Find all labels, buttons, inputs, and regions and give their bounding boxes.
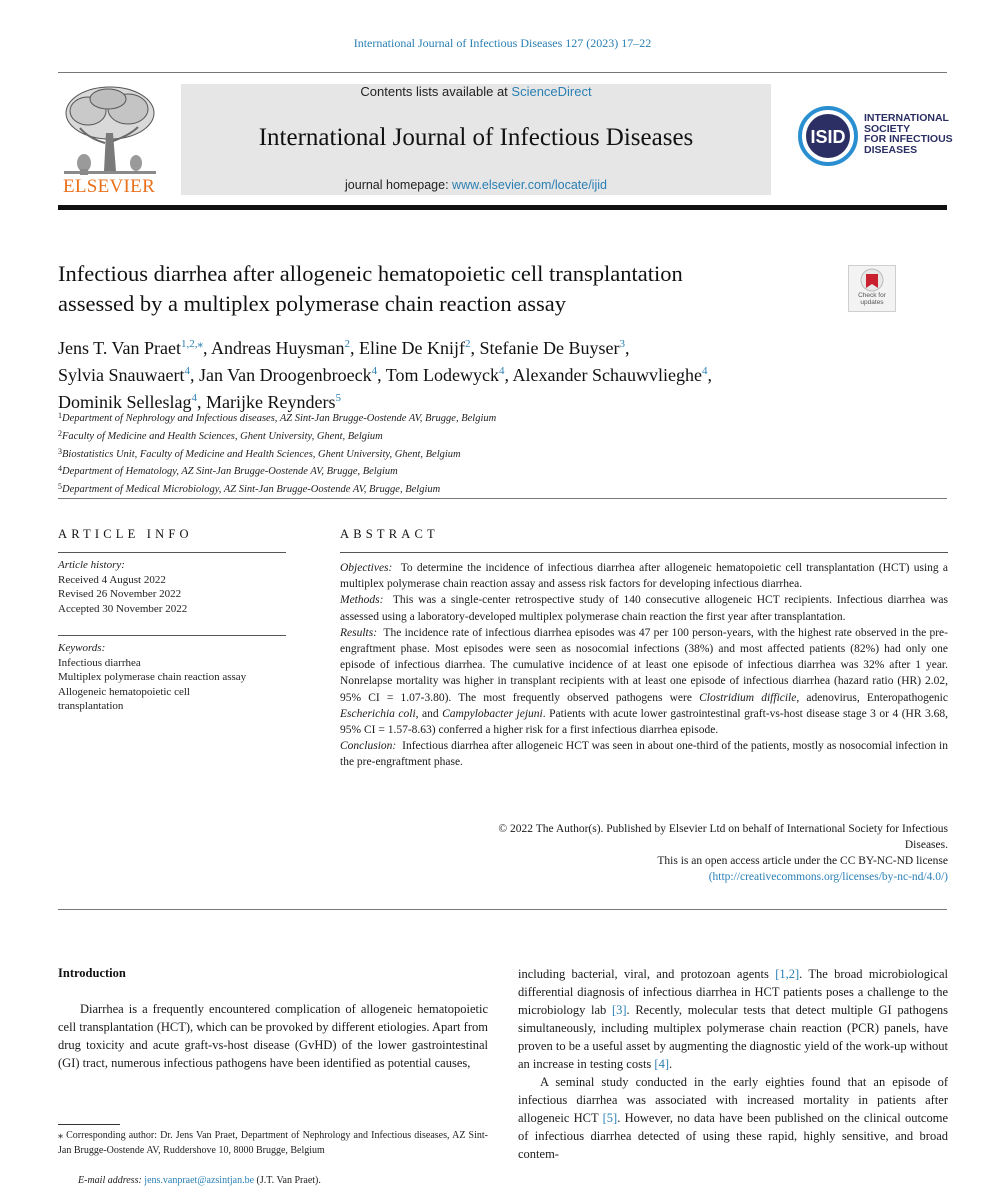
email-line — [78, 1174, 488, 1188]
copyright-line: © 2022 The Author(s). Published by Elsevier Ltd on behalf of International Society for Infectious — [498, 823, 948, 835]
footnote-marker: ⁎ — [58, 1130, 63, 1141]
body-text: A seminal study conducted in the early eighties found that an episode of infectious diarrhea was associated with increased mortality in patients after allogeneic HCT — [518, 1075, 948, 1125]
author-name[interactable]: Stefanie De Buyser — [479, 338, 620, 358]
author-name[interactable]: Marijke Reynders — [206, 392, 336, 412]
pathogen-name: Clostridium difficile — [699, 691, 797, 704]
keyword-item: Allogeneic hematopoietic cell — [58, 685, 190, 698]
author-name[interactable]: Alexander Schauwvlieghe — [512, 365, 702, 385]
author-name[interactable]: Dominik Selleslag — [58, 392, 192, 412]
methods-text: This was a single-center retrospective study of 140 consecutive allogeneic HCT recipients. Infectious diarrhea was assessed using a laboratory-developed multiplex polymerase chain reaction the first year after transplantation. — [340, 594, 948, 623]
author-name[interactable]: Sylvia Snauwaert — [58, 365, 185, 385]
author-list — [58, 333, 948, 414]
pathogen-name: Escherichia coli — [340, 707, 416, 720]
author-affiliation-marker[interactable]: 1,2,⁎ — [181, 338, 203, 350]
results-label: Results: — [340, 626, 378, 639]
article-title-line: assessed by a multiplex polymerase chain reaction assay — [58, 291, 566, 316]
society-name — [864, 113, 954, 155]
objectives-label: Objectives: — [340, 562, 393, 574]
running-head: International Journal of Infectious Diseases 127 (2023) 17–22 — [353, 36, 652, 50]
article-info-heading: ARTICLE INFO — [58, 527, 193, 541]
results-text: The incidence rate of infectious diarrhea episodes was 47 per 100 person-years, with the highest rate observed in the pre-engraftment phase. Most episodes were seen as nosocomial infections (38%) and most affected patients (82%) had only one episode of infectious diarrhea. The cumulative incidence of at least one episode of infectious diarrhea was 32% after 1 year. Nonrelapse mortality was higher in transplant recipients with at least one episode of infectious diarrhea (hazard ratio (HR) 2.02, 95% CI = 1.07-3.80). The most frequently observed pathogens were — [340, 626, 948, 704]
body-text: . — [669, 1057, 673, 1071]
society-name-line: SOCIETY — [864, 122, 911, 135]
author-email-link[interactable]: jens.vanpraet@azsintjan.be — [144, 1175, 255, 1186]
author-affiliation-marker[interactable]: 4 — [701, 365, 708, 377]
journal-title: International Journal of Infectious Diseases — [258, 124, 694, 151]
keyword-item: Infectious diarrhea — [58, 656, 141, 669]
society-name-line: INTERNATIONAL — [864, 112, 949, 124]
isid-society-logo-icon — [796, 106, 860, 166]
abstract-rule — [340, 552, 948, 553]
author-name[interactable]: Jan Van Droogenbroeck — [198, 365, 372, 385]
homepage-prefix: journal homepage: — [345, 178, 453, 192]
author-affiliation-marker[interactable]: 2 — [464, 338, 471, 350]
contents-prefix: Contents lists available at — [360, 84, 512, 99]
body-text: . The broad microbiological differential diagnosis of infectious diarrhea in HCT patients poses a challenge to the microbiology lab — [518, 967, 948, 1017]
author-separator: , — [203, 338, 212, 358]
author-affiliation-marker[interactable]: 5 — [335, 392, 341, 404]
abstract-results — [340, 625, 948, 738]
affiliation-text: Department of Medical Microbiology, AZ Sint-Jan Brugge-Oostende AV, Brugge, Belgium — [62, 484, 441, 496]
author-affiliation-marker[interactable]: 4 — [191, 392, 197, 404]
affiliation-item — [58, 480, 948, 498]
journal-homepage-link[interactable]: www.elsevier.com/locate/ijid — [452, 178, 607, 192]
check-for-updates-icon — [849, 266, 895, 294]
author-separator: , — [189, 365, 199, 385]
isid-logo-text: ISID — [810, 127, 846, 147]
body-column-right — [518, 965, 948, 1163]
conclusion-label: Conclusion: — [340, 740, 397, 753]
received-date: Received 4 August 2022 — [58, 573, 166, 586]
reference-link[interactable]: [3] — [611, 1003, 627, 1017]
check-updates-text: Check for — [858, 292, 886, 299]
author-separator: , — [470, 338, 480, 358]
abstract-objectives — [340, 560, 948, 592]
affiliation-text: Faculty of Medicine and Health Sciences, Ghent University, Ghent, Belgium — [62, 430, 383, 442]
pathogen-name: Campylobacter jejuni — [442, 707, 543, 720]
copyright-block — [340, 821, 948, 885]
body-text: . Recently, molecular tests that detect multiple GI pathogens simultaneously, including multiplex polymerase chain reaction (PCR) panels, have proven to be a useful asset by augmenting the diagnostic yield of the work-up without an increase in testing costs — [518, 1003, 949, 1071]
author-affiliation-marker[interactable]: 4 — [499, 365, 505, 377]
author-name[interactable]: Tom Lodewyck — [385, 365, 500, 385]
results-text: . Patients with acute lower gastrointestinal graft-vs-host disease stage 3 or 4 (HR 3.68, 95% CI = 1.57-8.63) conferred a higher risk for a first infectious diarrhea episode. — [340, 707, 949, 737]
homepage-line — [181, 178, 771, 192]
abstract-conclusion — [340, 738, 948, 770]
article-title-line: Infectious diarrhea after allogeneic hematopoietic cell transplantation — [58, 261, 683, 286]
accepted-date: Accepted 30 November 2022 — [58, 602, 188, 615]
reference-link[interactable]: [4] — [654, 1057, 669, 1071]
email-label: E-mail address: — [78, 1175, 142, 1186]
article-history — [58, 558, 288, 616]
masthead-bottom-rule — [58, 205, 947, 210]
results-text: , adenovirus, Enteropathogenic — [796, 691, 948, 704]
introduction-heading: Introduction — [58, 966, 126, 980]
author-line — [58, 333, 948, 360]
keywords-label: Keywords: — [58, 642, 106, 654]
affiliation-item — [58, 462, 948, 480]
affiliation-text: Biostatistics Unit, Faculty of Medicine and Health Sciences, Ghent University, Ghent, Belgium — [62, 448, 461, 460]
author-separator: , — [707, 365, 712, 385]
affiliation-text: Department of Nephrology and Infectious diseases, AZ Sint-Jan Brugge-Oostende AV, Brugge, Belgium — [62, 413, 497, 424]
author-separator: , — [504, 365, 513, 385]
author-name[interactable]: Andreas Huysman — [211, 338, 345, 358]
methods-label: Methods: — [340, 594, 384, 607]
front-matter-rule — [58, 498, 947, 499]
copyright-line: Diseases. — [904, 839, 948, 851]
author-affiliation-marker[interactable]: 4 — [184, 365, 190, 377]
author-affiliation-marker[interactable]: 2 — [344, 338, 350, 350]
affiliation-number: 2 — [58, 428, 62, 438]
author-affiliation-marker[interactable]: 3 — [619, 338, 625, 350]
article-title — [58, 259, 828, 319]
author-separator: , — [197, 392, 206, 412]
reference-link[interactable]: [1,2] — [775, 967, 800, 981]
affiliation-item — [58, 427, 948, 445]
history-label: Article history: — [58, 559, 125, 571]
email-suffix: (J.T. Van Praet). — [254, 1175, 321, 1186]
author-name[interactable]: Eline De Knijf — [359, 338, 465, 358]
author-separator: , — [350, 338, 359, 358]
elsevier-wordmark: ELSEVIER — [62, 176, 156, 197]
affiliation-number: 5 — [58, 482, 62, 492]
footnote-text: Corresponding author: Dr. Jens Van Praet, Department of Nephrology and Infectious diseases, AZ Sint-Jan Brugge-Oostende AV, Ruddershove 10, 8000 Brugge, Belgium — [58, 1130, 489, 1156]
affiliation-number: 4 — [58, 464, 62, 474]
abstract-methods — [340, 592, 948, 624]
society-name-line: FOR INFECTIOUS — [864, 133, 953, 145]
license-line: This is an open access article under the CC BY-NC-ND license — [657, 855, 948, 867]
intro-paragraph — [518, 1073, 948, 1163]
body-column-left — [58, 1000, 488, 1072]
contents-line — [181, 84, 771, 99]
author-line — [58, 360, 948, 387]
header-rule — [58, 72, 947, 73]
keyword-item: transplantation — [58, 700, 124, 712]
check-for-updates-label — [848, 292, 896, 306]
affiliation-item — [58, 409, 948, 427]
footnote-rule — [58, 1124, 120, 1125]
author-affiliation-marker[interactable]: 4 — [371, 365, 378, 377]
body-text: . However, no data have been published on the clinical outcome of infectious diarrhea detected of using these rapid, highly sensitive, and broad contem- — [518, 1111, 948, 1161]
keyword-item: Multiplex polymerase chain reaction assay — [58, 671, 247, 683]
abstract-bottom-rule — [58, 909, 947, 910]
intro-paragraph: Diarrhea is a frequently encountered complication of allogeneic hematopoietic cell transplantation (HCT), which can be provoked by different etiologies. Apart from drug toxicity and acute graft-vs-host disease (GvHD) of the lower gastrointestinal (GI) tract, numerous infectious pathogens have been identified as potential causes, — [58, 1002, 488, 1070]
affiliation-number: 3 — [58, 446, 62, 456]
reference-link[interactable]: [5] — [602, 1111, 618, 1125]
author-separator: , — [624, 338, 630, 358]
corresponding-author-footnote — [58, 1129, 488, 1158]
affiliation-item — [58, 445, 948, 463]
body-text: including bacterial, viral, and protozoan agents — [518, 967, 776, 981]
intro-paragraph — [518, 965, 948, 1073]
author-name[interactable]: Jens T. Van Praet — [58, 338, 181, 358]
abstract-heading: ABSTRACT — [340, 527, 439, 541]
affiliations — [58, 409, 948, 498]
affiliation-text: Department of Hematology, AZ Sint-Jan Brugge-Oostende AV, Brugge, Belgium — [62, 466, 398, 478]
revised-date: Revised 26 November 2022 — [58, 588, 182, 600]
affiliation-number: 1 — [58, 411, 62, 420]
author-separator: , — [377, 365, 386, 385]
conclusion-text: Infectious diarrhea after allogeneic HCT was seen in about one-third of the patients, mostly as nosocomial infection in the pre-engraftment phase. — [340, 740, 948, 769]
abstract-body — [340, 560, 948, 771]
society-name-line: DISEASES — [864, 143, 918, 156]
keywords-rule — [58, 635, 286, 636]
objectives-text: To determine the incidence of infectious diarrhea after allogeneic hematopoietic cell transplantation (HCT) using a multiplex polymerase chain reaction assay and assess risk factors for developing infectious diarrhea. — [340, 562, 949, 591]
keywords — [58, 641, 288, 714]
sciencedirect-link[interactable]: ScienceDirect — [511, 84, 592, 99]
results-text: , and — [415, 707, 443, 720]
check-updates-text: updates — [860, 299, 884, 306]
license-link[interactable]: (http://creativecommons.org/licenses/by-nc-nd/4.0/) — [708, 871, 948, 883]
article-info-rule — [58, 552, 286, 553]
